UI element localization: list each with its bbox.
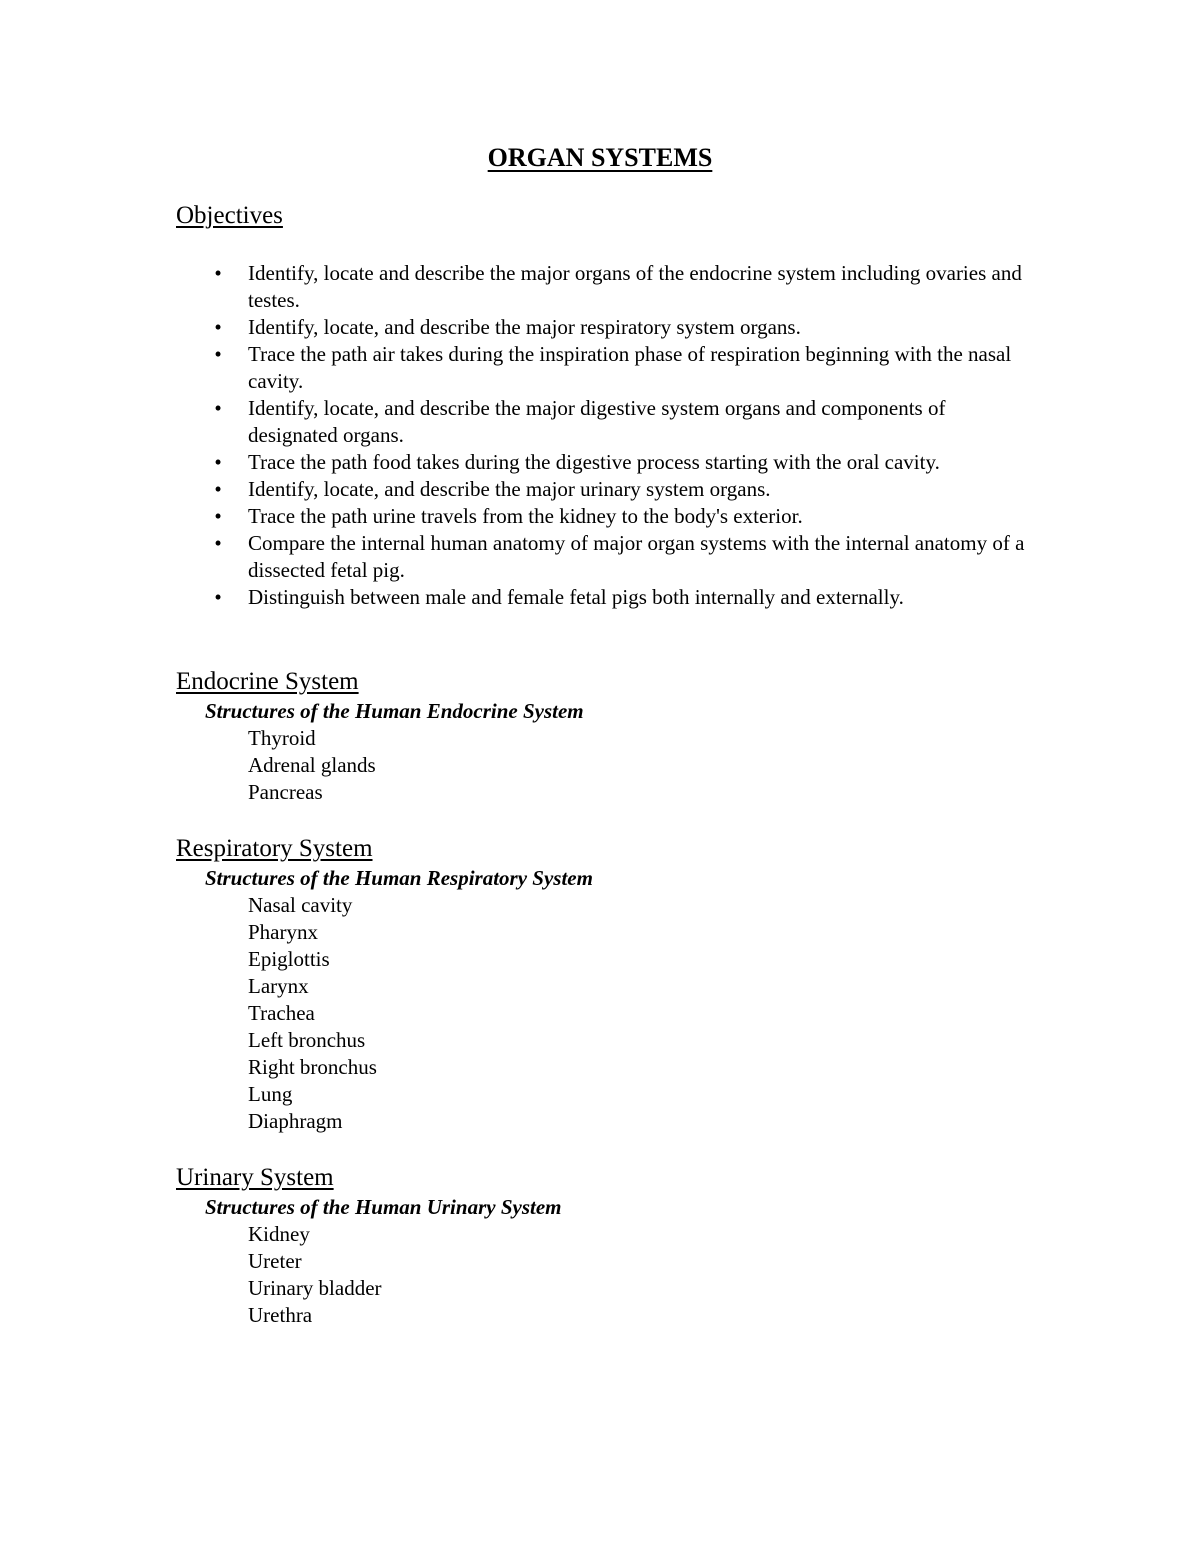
list-item: Pharynx — [248, 920, 318, 944]
objective-item: • Identify, locate and describe the major organs of the endocrine system including ovaries and testes. — [176, 260, 1036, 314]
list-item: Nasal cavity — [248, 893, 353, 917]
list-item: Trachea — [248, 1001, 315, 1025]
list-item: Ureter — [248, 1249, 302, 1273]
page-title: ORGAN SYSTEMS — [487, 143, 713, 172]
bullet-icon: • — [214, 477, 222, 501]
objective-item: • Compare the internal human anatomy of major organ systems with the internal anatomy of a dissected fetal pig. — [176, 530, 1036, 584]
objective-item: • Distinguish between male and female fetal pigs both internally and externally. — [176, 584, 1036, 611]
bullet-icon: • — [214, 315, 222, 339]
endocrine-heading: Endocrine System — [176, 668, 359, 695]
bullet-icon: • — [214, 261, 222, 285]
objective-item: • Identify, locate, and describe the major urinary system organs. — [176, 476, 1036, 503]
list-item: Larynx — [248, 974, 309, 998]
list-item: Thyroid — [248, 726, 316, 750]
list-item: Pancreas — [248, 780, 323, 804]
objective-item: • Trace the path urine travels from the kidney to the body's exterior. — [176, 503, 1036, 530]
objectives-list — [176, 260, 1036, 611]
bullet-icon: • — [214, 531, 222, 555]
objective-item: • Identify, locate, and describe the major respiratory system organs. — [176, 314, 1036, 341]
endocrine-structures-list — [248, 725, 376, 806]
list-item: Lung — [248, 1082, 293, 1106]
respiratory-subheading: Structures of the Human Respiratory System — [205, 866, 593, 890]
objective-item: • Trace the path food takes during the digestive process starting with the oral cavity. — [176, 449, 1036, 476]
respiratory-heading: Respiratory System — [176, 835, 373, 862]
urinary-heading: Urinary System — [176, 1164, 334, 1191]
list-item: Urinary bladder — [248, 1276, 382, 1300]
list-item: Kidney — [248, 1222, 310, 1246]
list-item: Right bronchus — [248, 1055, 377, 1079]
objective-item: • Identify, locate, and describe the major digestive system organs and components of designated organs. — [176, 395, 1036, 449]
list-item: Epiglottis — [248, 947, 330, 971]
endocrine-subheading: Structures of the Human Endocrine System — [205, 699, 584, 723]
bullet-icon: • — [214, 396, 222, 420]
urinary-subheading: Structures of the Human Urinary System — [205, 1195, 562, 1219]
objective-item: • Trace the path air takes during the inspiration phase of respiration beginning with the nasal cavity. — [176, 341, 1036, 395]
bullet-icon: • — [214, 450, 222, 474]
bullet-icon: • — [214, 585, 222, 609]
list-item: Diaphragm — [248, 1109, 343, 1133]
list-item: Urethra — [248, 1303, 313, 1327]
list-item: Left bronchus — [248, 1028, 366, 1052]
urinary-structures-list — [248, 1221, 382, 1329]
bullet-icon: • — [214, 504, 222, 528]
respiratory-structures-list — [248, 892, 377, 1135]
list-item: Adrenal glands — [248, 753, 376, 777]
objectives-heading: Objectives — [176, 202, 283, 229]
bullet-icon: • — [214, 342, 222, 366]
